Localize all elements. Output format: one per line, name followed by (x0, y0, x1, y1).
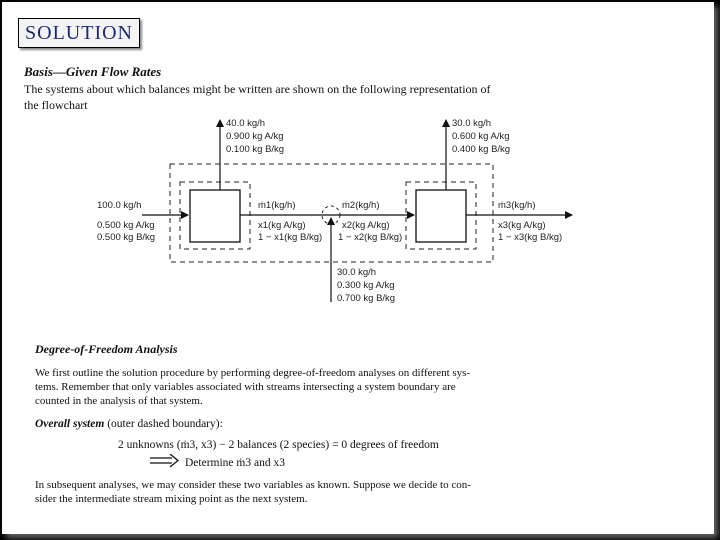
implies-arrow-icon (150, 454, 180, 468)
feed-b: 0.500 kg B/kg (97, 232, 156, 243)
dof-p2-line-1: In subsequent analyses, we may consider these two variables as known. Suppose we decide to con- (35, 479, 471, 491)
stream-3-b: 1 − x3(kg B/kg) (498, 232, 563, 243)
determine-line: Determine ṁ3 and x3 (185, 457, 285, 469)
stream-1-flow: ṁ1(kg/h) (258, 200, 296, 211)
overall-system-rest: (outer dashed boundary): (107, 418, 223, 430)
dof-paragraph-2 (35, 478, 471, 506)
stream-1-b: 1 − x1(kg B/kg) (258, 232, 323, 243)
dof-p1-line-2: tems. Remember that only variables associated with streams intersecting a system boundary are (35, 381, 456, 393)
dof-equation: 2 unknowns (ṁ3, x3) − 2 balances (2 species) = 0 degrees of freedom (118, 439, 439, 451)
stream-3-a: x3(kg A/kg) (498, 220, 546, 231)
top-right-b: 0.400 kg B/kg (452, 144, 511, 155)
dof-p1-line-3: counted in the analysis of that system. (35, 395, 203, 407)
bottom-flow: 30.0 kg/h (337, 267, 377, 278)
dof-p2-line-2: sider the intermediate stream mixing point as the next system. (35, 493, 308, 505)
basis-line-2: the flowchart (24, 98, 88, 112)
bottom-b: 0.700 kg B/kg (337, 293, 396, 304)
top-left-a: 0.900 kg A/kg (226, 131, 284, 142)
feed-flow: 100.0 kg/h (97, 200, 142, 211)
top-right-flow: 30.0 kg/h (452, 118, 492, 129)
dof-p1-line-1: We first outline the solution procedure by performing degree-of-freedom analyses on different sys- (35, 367, 471, 379)
unit-1 (190, 190, 240, 242)
top-left-b: 0.100 kg B/kg (226, 144, 285, 155)
unit-2 (416, 190, 466, 242)
overall-system-line (35, 418, 223, 430)
overall-system-label: Overall system (35, 418, 105, 430)
stream-1-a: x1(kg A/kg) (258, 220, 306, 231)
top-right-a: 0.600 kg A/kg (452, 131, 510, 142)
dof-heading: Degree-of-Freedom Analysis (35, 342, 178, 356)
solution-title: SOLUTION (18, 18, 140, 48)
dof-paragraph-1 (35, 366, 470, 408)
top-left-flow: 40.0 kg/h (226, 118, 266, 129)
feed-a: 0.500 kg A/kg (97, 220, 155, 231)
stream-2-a: x2(kg A/kg) (342, 220, 390, 231)
stream-2-b: 1 − x2(kg B/kg) (338, 232, 403, 243)
slide (2, 2, 714, 534)
bottom-a: 0.300 kg A/kg (337, 280, 395, 291)
basis-line-1: The systems about which balances might be written are shown on the following representation of (24, 82, 491, 96)
stream-2-flow: ṁ2(kg/h) (342, 200, 380, 211)
basis-heading: Basis—Given Flow Rates (24, 64, 162, 79)
stream-3-flow: ṁ3(kg/h) (498, 200, 536, 211)
